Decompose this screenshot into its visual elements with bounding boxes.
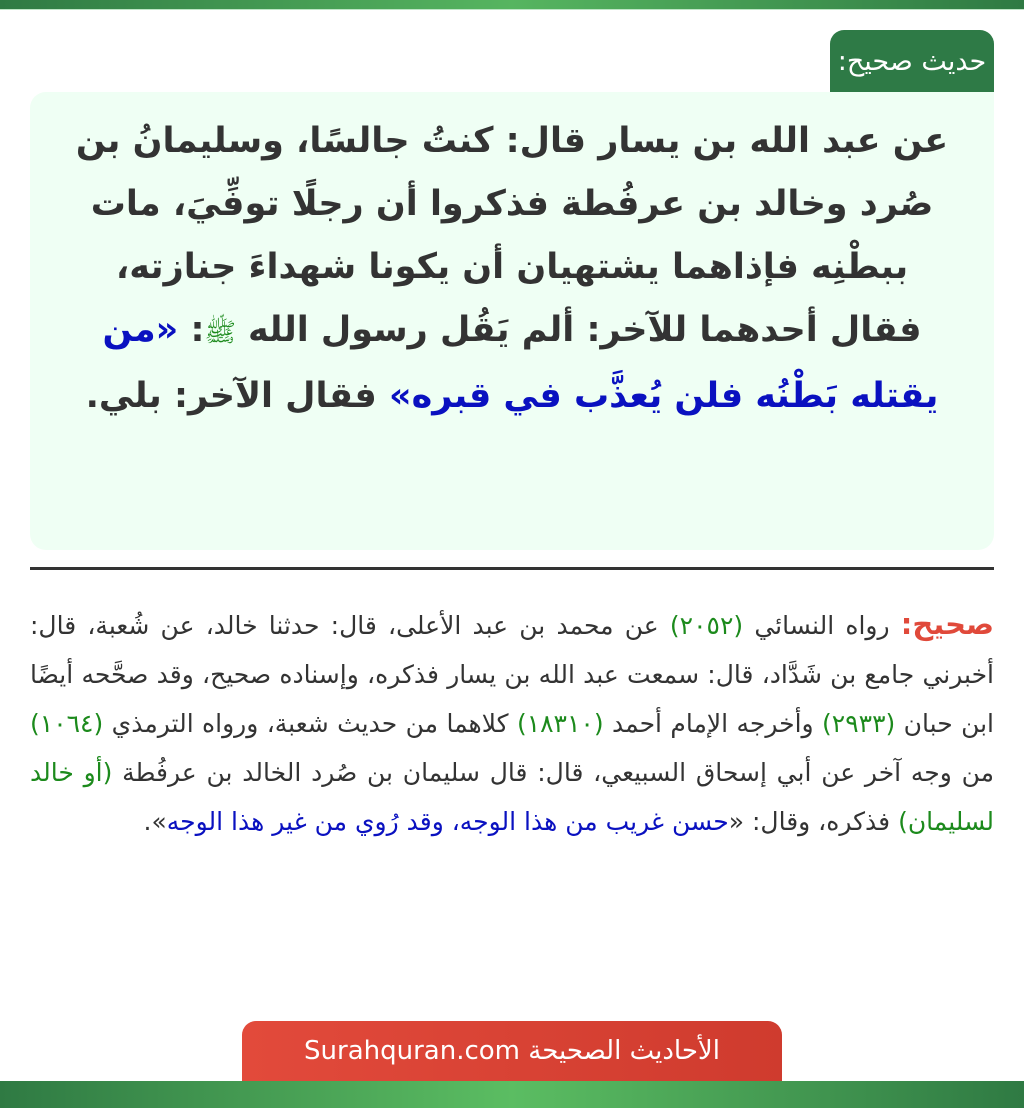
commentary-text: كلاهما من حديث شعبة، ورواه الترمذي — [103, 709, 517, 738]
top-decorative-bar — [0, 0, 1024, 10]
hadith-text-intro: عن عبد الله بن يسار قال: كنتُ جالسًا، وسليمانُ بن صُرد وخالد بن عرفُطة فذكروا أن رجلًا توفِّيَ، مات ببطْنِه فإذاهما يشتهيان أن يكونا شهداءَ جنازته، فقال أحدهما للآخر: ألم يَقُل رسول الله — [75, 121, 949, 350]
prophet-quote: «من يقتله بَطْنُه فلن يُعذَّب في قبره» — [102, 310, 939, 416]
commentary-text: وأخرجه الإمام أحمد — [603, 709, 823, 738]
site-badge-label: الأحاديث الصحيحة Surahquran.com — [304, 1036, 720, 1066]
commentary-text: عن محمد بن عبد الأعلى، قال: حدثنا خالد، عن شُعبة، قال: أخبرني جامع بن شَدَّاد، قال: سمعت عبد الله بن يسار فذكره، وإسناده صحيح، وقد صحَّحه أيضًا ابن حبان — [30, 611, 994, 738]
tirmidhi-quote: حسن غريب من هذا الوجه، وقد رُوي من غير هذا الوجه — [166, 807, 729, 836]
commentary-text: ». — [143, 807, 167, 836]
pbuh-icon: ﷺ — [204, 318, 236, 348]
reference-number: (٢٠٥٢) — [669, 611, 744, 640]
commentary-text: من وجه آخر عن أبي إسحاق السبيعي، قال: قال سليمان بن صُرد الخالد بن عرفُطة — [112, 758, 994, 787]
commentary-text: فذكره، وقال: « — [728, 807, 899, 836]
section-divider — [30, 567, 994, 570]
bottom-decorative-bar — [0, 1081, 1024, 1108]
hadith-colon: : — [178, 310, 205, 350]
reference-number: (١٠٦٤) — [30, 709, 104, 738]
reference-number: (٢٩٣٣) — [822, 709, 896, 738]
commentary-grade-label: صحيح: — [900, 607, 994, 641]
site-badge[interactable] — [242, 1021, 782, 1081]
reference-note: (أو خالد لسليمان) — [30, 758, 994, 836]
hadith-text-box — [30, 92, 994, 550]
reference-number: (١٨٣١٠) — [516, 709, 604, 738]
hadith-text-outro: فقال الآخر: بلي. — [85, 376, 389, 416]
hadith-grade-tag — [830, 30, 994, 92]
hadith-grade-label: حديث صحيح: — [837, 45, 987, 77]
commentary-text: رواه النسائي — [743, 611, 901, 640]
hadith-commentary — [30, 600, 994, 846]
